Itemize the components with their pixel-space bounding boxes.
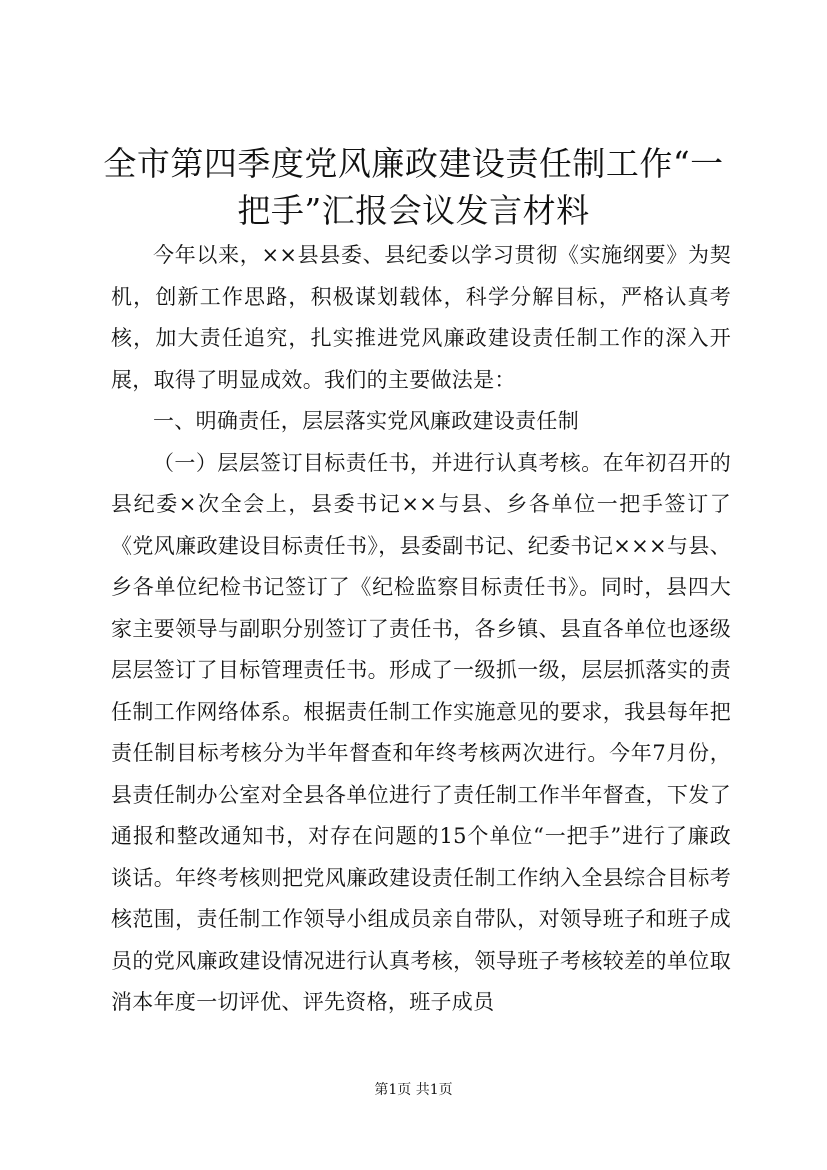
document-body bbox=[111, 235, 731, 1024]
section-heading: 一、明确责任，层层落实党风廉政建设责任制 bbox=[153, 409, 579, 433]
paragraph-subsection-1: （一）层层签订目标责任书，并进行认真考核。在年初召开的县纪委×次全会上，县委书记××与县、乡各单位一把手签订了《党风廉政建设目标责任书》，县委副书记、纪委书记×××与县、乡各单位纪检书记签订了《纪检监察目标责任书》。同时，县四大家主要领导与副职分别签订了责任书，各乡镇、县直各单位也逐级层层签订了目标管理责任书。形成了一级抓一级，层层抓落实的责任制工作网络体系。根据责任制工作实施意见的要求，我县每年把责任制目标考核分为半年督查和年终考核两次进行。今年7月份，县责任制办公室对全县各单位进行了责任制工作半年督查，下发了通报和整改通知书，对存在问题的15个单位“一把手”进行了廉政谈话。年终考核则把党风廉政建设责任制工作纳入全县综合目标考核范围，责任制工作领导小组成员亲自带队，对领导班子和班子成员的党风廉政建设情况进行认真考核，领导班子考核较差的单位取消本年度一切评优、评先资格，班子成员 bbox=[111, 450, 731, 1014]
document-title: 全市第四季度党风廉政建设责任制工作“一把手”汇报会议发言材料 bbox=[103, 144, 724, 230]
paragraph-intro: 今年以来，××县县委、县纪委以学习贯彻《实施纲要》为契机，创新工作思路，积极谋划载体，科学分解目标，严格认真考核，加大责任追究，扎实推进党风廉政建设责任制工作的深入开展，取得了明显成效。我们的主要做法是： bbox=[111, 243, 731, 392]
page-footer: 第1页 共1页 bbox=[374, 1082, 453, 1098]
